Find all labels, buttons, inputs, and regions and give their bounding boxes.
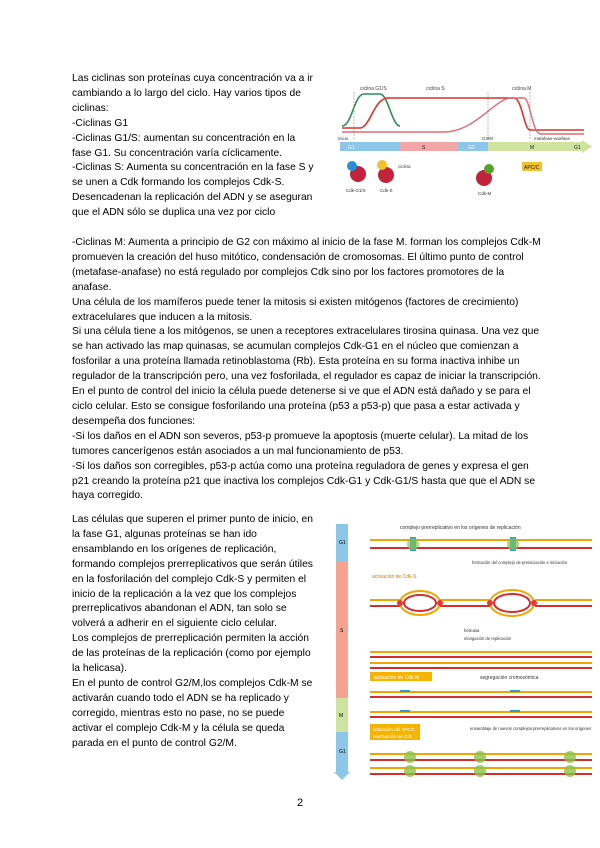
dna-stage4 <box>370 690 592 717</box>
phase-g1: G1 <box>348 145 355 151</box>
curve-label-s: ciclina S <box>426 86 445 92</box>
paragraph: Las ciclinas son proteínas cuya concentración va a ir cambiando a lo largo del ciclo. Hay varios tipos de ciclinas: <box>72 73 313 114</box>
paragraph: -Si los daños en el ADN son severos, p53-p promueve la apoptosis (muerte celular). La mitad de los tumores cancerígenos están asociados a un mal funcionamiento de p53. <box>72 430 529 457</box>
label-cdc: inactivación de Cdk <box>373 734 413 739</box>
label-elongation: elongación de replicación <box>464 636 512 641</box>
complex-cdk-g1s-icon <box>347 161 366 182</box>
cyclin-cycle-figure <box>334 80 598 210</box>
phase-s: S <box>422 145 426 151</box>
col-phase-s: S <box>340 628 344 634</box>
dna-stage5 <box>370 751 592 777</box>
paragraph: -Ciclinas M: Aumenta a principio de G2 con máximo al inicio de la fase M. forman los complejos Cdk-M promueven la creación del huso mitótico, condensación de cromosomas. El último punto de control (metafase-anafase) no está regulado por complejos Cdk sino por los factores promotores de la anafase. <box>72 237 541 293</box>
phase-g2: G2 <box>468 145 475 151</box>
fig2-title: complejo prerreplicativo en los orígenes de replicación <box>400 525 521 531</box>
label-cdks: activación de Cdk-S <box>372 574 417 580</box>
paragraph: -Ciclinas G1/S: aumentan su concentración en la fase G1. Su concentración varía cíclicamente. <box>72 132 296 159</box>
paragraph: Los complejos de prerreplicación permiten la acción de las proteínas de la replicación (como por ejemplo la helicasa). <box>72 633 311 675</box>
paragraph: -Ciclinas S: Aumenta su concentración en la fase S y se unen a Cdk formando los complejos Cdk-S. Desencadenan la replicación del ADN y se aseguran que el ADN sólo se duplica una vez por ciclo <box>72 162 314 219</box>
paragraph: Una célula de los mamíferos puede tener la mitosis si existen mitógenos (factores de crecimiento) extracelulares que inducen a la mitosis. <box>72 296 519 323</box>
top-text-block <box>72 72 317 221</box>
paragraph: En el punto de control G2/M,los complejos Cdk-M se activarán cuando todo el ADN se ha replicado y corregido, mientras esto no pase, no se puede activar el complejo Cdk-M y la célula se queda parada en el punto de control G2/M. <box>72 677 313 749</box>
phase-bar <box>340 140 592 153</box>
curve-label-m: ciclina M <box>512 86 532 92</box>
curve-s <box>342 98 584 130</box>
checkpoint-inicio: inicio <box>338 136 349 141</box>
phase-g1-next: G1 <box>574 145 581 151</box>
dna-stage3 <box>370 652 592 668</box>
cyclin-label: ciclina <box>398 164 411 169</box>
paragraph: Si una célula tiene a los mitógenos, se unen a receptores extracelulares tirosina quinasa. Una vez que se han activado las map quinasas, se acumulan complejos Cdk-G1 en el núcleo que comienzan a fosforilar a una proteína llamada retinoblastoma (Rb). Esta proteína en su forma inactiva inhibe un regulador de la transcripción pero, una vez fosforilada, el regulador es capaz de iniciar la transcripción. <box>72 326 541 383</box>
prereplication-figure <box>330 520 600 782</box>
col-phase-g1b: G1 <box>339 749 346 755</box>
page-number: 2 <box>296 797 304 809</box>
label-formation: formación del complejo de preiniciación e iniciación <box>472 560 568 565</box>
paragraph: -Si los daños son corregibles, p53-p actúa como una proteína reguladora de genes y expresa el gen p21 creando la proteína p21 que inactiva los complejos Cdk-G1 y Cdk-G1/S hasta que que el ADN se haya corregido. <box>72 460 536 502</box>
complex-cdk-m-icon <box>476 164 494 186</box>
complex-label-m: Cdk-M <box>478 191 492 196</box>
col-phase-g1: G1 <box>339 540 346 546</box>
bottom-text-block <box>72 513 317 752</box>
phase-column <box>334 524 350 780</box>
apc-label: APC/C <box>524 165 540 171</box>
label-segregation: segregación cromosómica <box>480 675 539 681</box>
complex-cdk-s-icon <box>377 160 394 183</box>
complex-label-s: Cdk-S <box>380 188 393 193</box>
checkpoint-g2m: G2/M <box>482 136 494 141</box>
dna-stage1 <box>370 537 592 551</box>
complex-label-g1s: Cdk-G1/S <box>346 188 366 193</box>
replication-bubbles <box>370 590 592 616</box>
full-width-text-block <box>72 236 542 504</box>
paragraph: En el punto de control del inicio la célula puede detenerse si ve que el ADN está dañado y se para el ciclo celular. Esto se consigue fosforilando una proteína (p53 a p53-p) que pasa a estar activada y desempeña dos funciones: <box>72 386 531 427</box>
label-cdkm: activación de Cdk-M <box>374 675 420 681</box>
curve-g1s <box>342 94 400 126</box>
col-phase-m: M <box>339 713 344 719</box>
label-apcc: activación del APC/C <box>373 727 416 732</box>
checkpoint-metaphase: metafase-anafase <box>534 136 571 141</box>
label-assembly: ensamblaje de nuevos complejos prerreplicativos en los orígenes <box>470 726 592 731</box>
curve-label-g1s: ciclina G1/S <box>360 86 387 92</box>
paragraph: Las células que superen el primer punto de inicio, en la fase G1, algunas proteínas se han ido ensamblando en los orígenes de replicación, formando complejos prerreplicativos que serán útiles en la fosforilación del complejo Cdk-S y permiten el inicio de la replicación a la vez que los complejos prerreplicativos abandonan el ADN, tan solo se volverá a adherir en el siguiente ciclo celular. <box>72 514 313 630</box>
label-helicase: helicasa <box>464 628 480 633</box>
phase-m: M <box>530 145 535 151</box>
paragraph: -Ciclinas G1 <box>72 117 129 129</box>
